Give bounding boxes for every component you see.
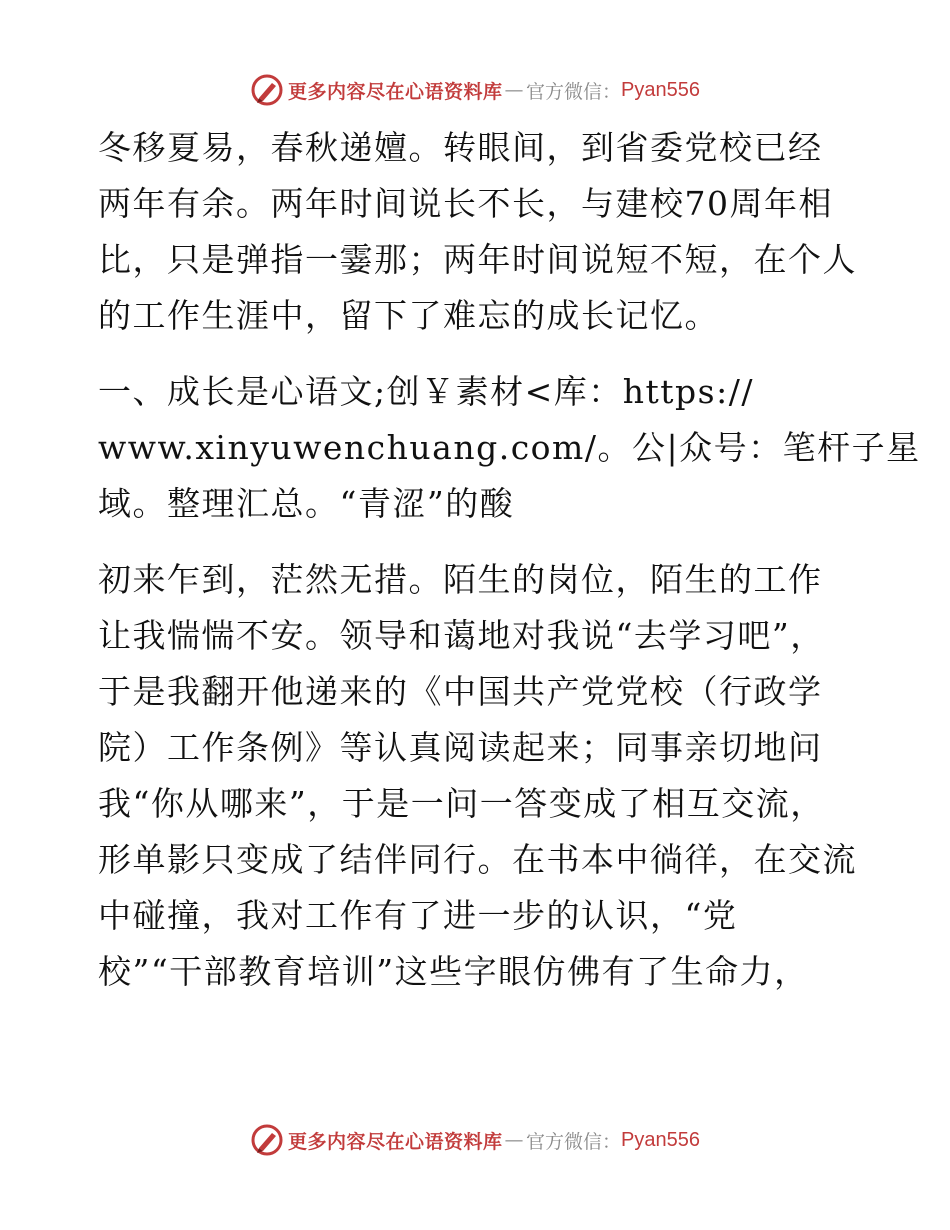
paragraph-2	[98, 552, 858, 1000]
watermark-wechat-id: Pyan556	[621, 78, 700, 101]
paragraph-1	[98, 120, 858, 344]
pen-logo-icon	[250, 1123, 284, 1157]
text-line: 的工作生涯中，留下了难忘的成长记忆。	[98, 296, 719, 335]
text-line: www.xinyuwenchuang.com/。公|众号：笔杆子星	[98, 428, 921, 467]
watermark-wechat-id: Pyan556	[621, 1128, 700, 1151]
watermark-separator: —	[504, 1129, 525, 1151]
text-line: 形单影只变成了结伴同行。在书本中徜徉，在交流	[98, 840, 857, 879]
watermark-title: 更多内容尽在心语资料库	[288, 80, 503, 103]
watermark-separator: —	[504, 79, 525, 101]
pen-logo-icon	[250, 73, 284, 107]
text-line: 两年有余。两年时间说长不长，与建校70周年相	[98, 184, 833, 223]
text-line: 初来乍到，茫然无措。陌生的岗位，陌生的工作	[98, 560, 823, 599]
text-line: 让我惴惴不安。领导和蔼地对我说“去学习吧”，	[98, 616, 825, 655]
text-line: 比，只是弹指一霎那；两年时间说短不短，在个人	[98, 240, 857, 279]
watermark-wechat-label: 官方微信：	[526, 80, 622, 103]
text-line: 院）工作条例》等认真阅读起来；同事亲切地问	[98, 728, 823, 767]
text-line: 校”“干部教育培训”这些字眼仿佛有了生命力，	[98, 952, 809, 991]
footer-watermark	[0, 1120, 950, 1160]
section-heading-1	[98, 364, 921, 532]
document-body	[98, 120, 921, 1000]
text-line: 中碰撞，我对工作有了进一步的认识，“党	[98, 896, 738, 935]
header-watermark	[0, 70, 950, 110]
text-line: 于是我翻开他递来的《中国共产党党校（行政学	[98, 672, 823, 711]
text-line: 我“你从哪来”，于是一问一答变成了相互交流，	[98, 784, 825, 823]
text-line: 一、成长是心语文;创￥素材<库：https://	[98, 372, 754, 411]
text-line: 冬移夏易，春秋递嬗。转眼间，到省委党校已经	[98, 128, 823, 167]
watermark-wechat-label: 官方微信：	[526, 1130, 622, 1153]
text-line: 域。整理汇总。“青涩”的酸	[98, 484, 515, 523]
watermark-title: 更多内容尽在心语资料库	[288, 1130, 503, 1153]
